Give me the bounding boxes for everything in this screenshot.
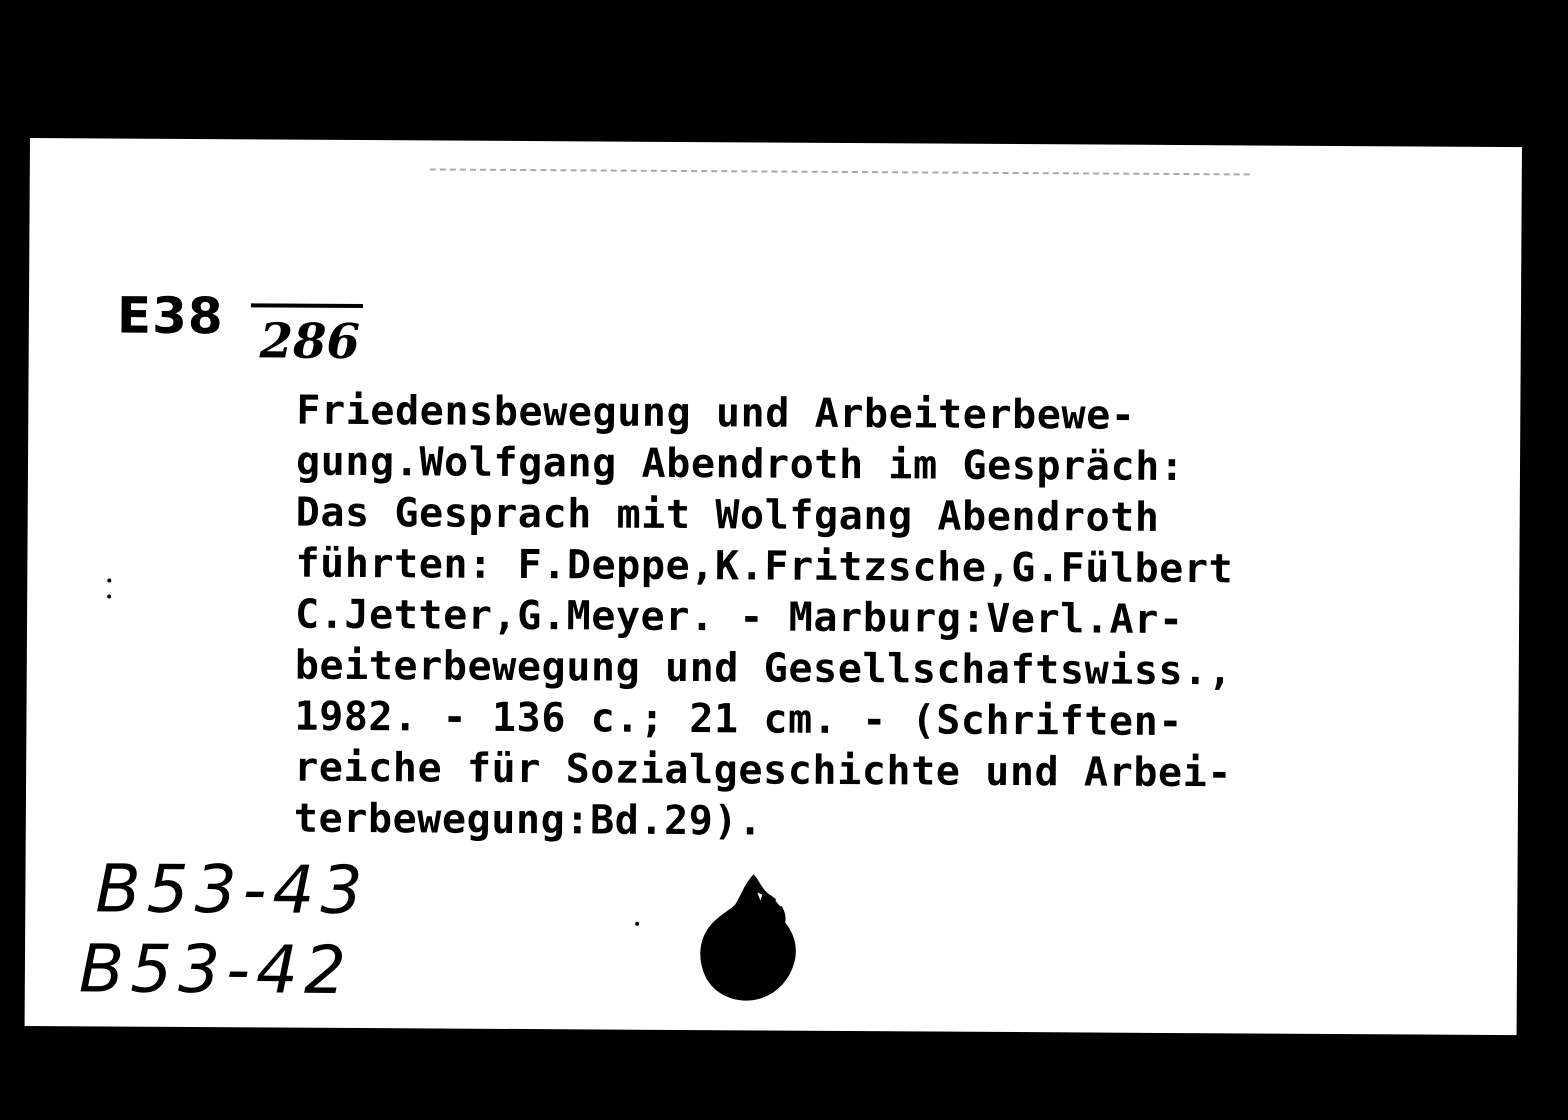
entry-line: 1982. - 136 c.; 21 cm. - (Schriften-	[294, 693, 1184, 746]
shelf-number-bar	[251, 303, 363, 308]
shelf-number	[257, 289, 363, 370]
entry-line: führten: F.Deppe,K.Fritzsche,G.Fülbert	[295, 540, 1234, 593]
bibliographic-entry	[294, 386, 1477, 852]
entry-line: C.Jetter,G.Meyer. - Marburg:Verl.Ar-	[294, 591, 1184, 644]
handwritten-call-number: B53-42	[78, 930, 353, 1009]
ink-blot-mark	[695, 870, 800, 1003]
handwritten-call-number: B53-43	[95, 850, 369, 930]
entry-line: beiterbewegung und Gesellschaftswiss.,	[294, 642, 1233, 695]
faded-top-rule	[430, 168, 1250, 179]
shelfmark: E38	[116, 286, 224, 346]
shelf-number-value: 286	[259, 313, 361, 371]
entry-line: Friedensbewegung und Arbeiterbewe-	[296, 387, 1136, 439]
entry-line: Das Gesprach mit Wolfgang Abendroth	[295, 489, 1160, 541]
paper-speck	[635, 922, 639, 926]
paper-speck	[107, 594, 111, 598]
entry-line: gung.Wolfgang Abendroth im Gespräch:	[295, 438, 1185, 491]
library-catalog-card	[25, 138, 1522, 1035]
entry-line: reiche für Sozialgeschichte und Arbei-	[294, 744, 1233, 797]
paper-speck	[107, 578, 111, 582]
entry-line: terbewegung:Bd.29).	[293, 795, 763, 845]
